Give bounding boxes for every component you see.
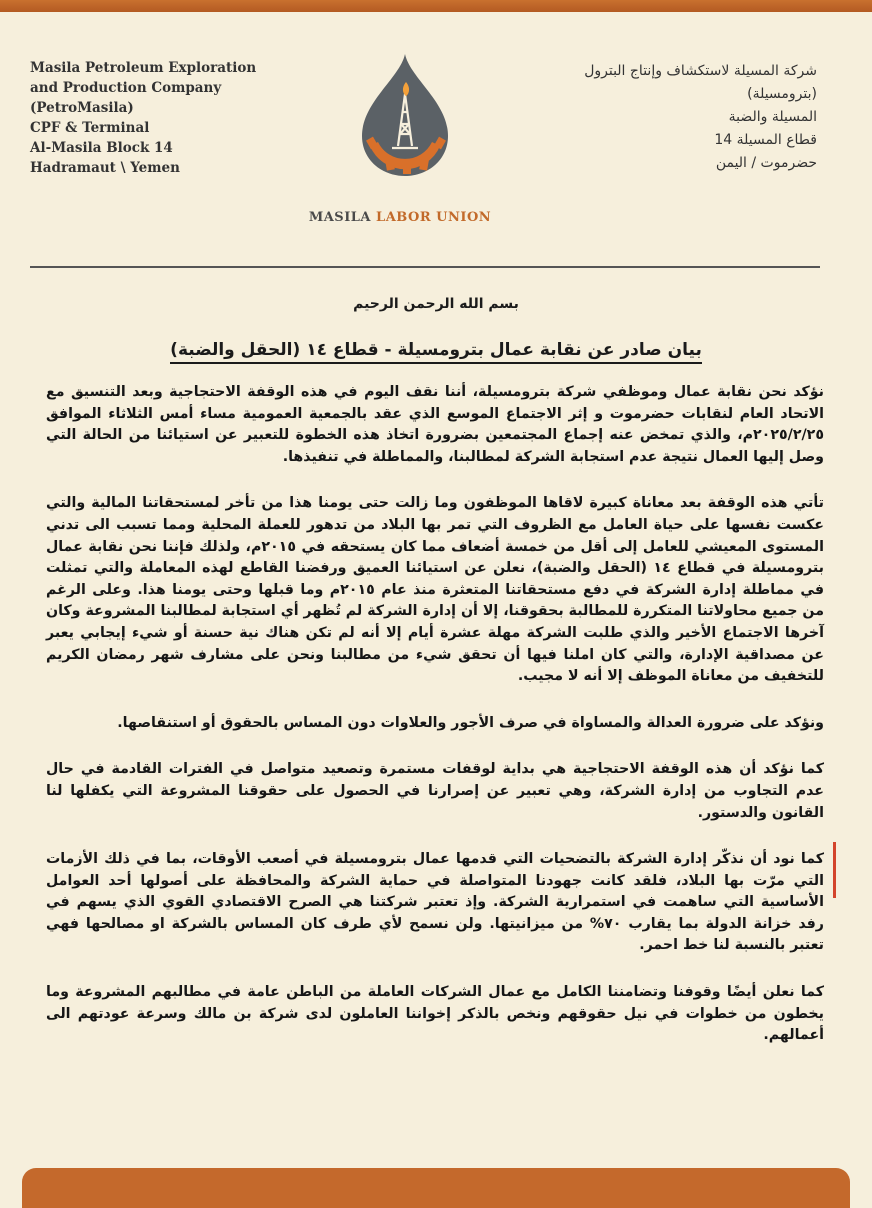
- header-en-line: (PetroMasila): [30, 100, 134, 116]
- bottom-color-band: [22, 1168, 850, 1208]
- statement-paragraph: نؤكد نحن نقابة عمال وموظفي شركة بترومسيلة، أننا نقف اليوم في هذه الوقفة الاحتجاجية وبعد التنسيق مع الاتحاد العام لنقابات حضرموت و إثر الاجتماع الموسع الذي عقد بالجمعية العمومية مساء أمس الثلاثاء الموافق ٢٠٢٥/٢/٢٥م، والذي تمخض عنه إجماع المجتمعين بضرورة اتخاذ هذه الخطوة للتعبير عن استيائنا من الحالة التي وصل إليها العمال نتيجة عدم استجابة الشركة لمطالبنا، والمماطلة في تنفيذها.: [46, 384, 824, 465]
- statement-paragraph: كما نؤكد أن هذه الوقفة الاحتجاجية هي بداية لوقفات مستمرة وتصعيد متواصل في الفترات القادمة في حال عدم التجاوب من إدارة الشركة، وهي تعبير عن إصرارنا في الحصول على حقوقنا المشروعة التي يكفلها لنا القانون والدستور.: [46, 761, 824, 821]
- header-divider: [30, 266, 820, 268]
- header-en-line: Masila Petroleum Exploration: [30, 60, 257, 76]
- header-en-line: Al-Masila Block 14: [30, 140, 173, 156]
- statement-paragraph: كما نعلن أيضًا وقوفنا وتضامننا الكامل مع عمال الشركات العاملة من الباطن عامة في مطالبهم المشروعة وما يخطون من خطوات في نيل حقوقهم ونخص بالذكر إخواننا العاملون لدى شركة بن مالك وسرعة عودتهم الى أعمالهم.: [46, 984, 824, 1044]
- statement-paragraph: تأتي هذه الوقفة بعد معاناة كبيرة لاقاها الموظفون وما زالت حتى يومنا هذا من تأخر لمستحقاتنا المالية والتي عكست نفسها على حياة العامل مع الظروف التي تمر بها البلاد من تدهور للعملة المحلية ومما تسبب الى تدني المستوى المعيشي للعامل إلى أقل من خمسة أضعاف مما كان يستحقه في ٢٠١٥م، ولذلك فإننا نحن نقابة عمال بترومسيلة في قطاع ١٤ (الحقل والضبة)، نعلن عن استيائنا العميق ورفضنا القاطع لهذه المعاملة والتي تمثلت في مماطلة إدارة الشركة في دفع مستحقاتنا المتعثرة منذ عام ٢٠١٥م وما قبلها وحتى يومنا هذا. وعلى الرغم من جميع محاولاتنا المتكررة للمطالبة بحقوقنا، إلا أن إدارة الشركة لم تُظهر أي استجابة لمطالبنا المشروعة وكان آخرها الاجتماع الأخير والذي طلبت الشركة مهلة عشرة أيام إلا أنه لم تكن هناك نية حسنة أو شيء إيجابي يعبر عن مصداقية الإدارة، والتي كان املنا فيها أن تحقق شيء من مطالبنا ونحن على مشارف شهر رمضان الكريم للتخفيف من معاناة الموظف إلا أنه لا مجيب.: [46, 495, 824, 685]
- union-name-part1: MASILA: [308, 210, 372, 225]
- header-en-line: and Production Company: [30, 80, 222, 96]
- header-ar-line: (بترومسيلة): [747, 86, 817, 102]
- header-en-line: Hadramaut \ Yemen: [30, 160, 180, 176]
- margin-mark: [833, 842, 836, 898]
- header-ar-line: حضرموت / اليمن: [715, 155, 817, 171]
- union-name: [300, 210, 500, 225]
- statement-body: [46, 382, 824, 1072]
- statement-paragraph: ونؤكد على ضرورة العدالة والمساواة في صرف الأجور والعلاوات دون المساس بالحقوق أو استنقاصها.: [117, 714, 824, 731]
- header-en-line: CPF & Terminal: [30, 120, 150, 136]
- basmala: بسم الله الرحمن الرحيم: [353, 296, 519, 312]
- oil-drop-derrick-gear-icon: [340, 50, 470, 180]
- header-ar-line: المسيلة والضبة: [728, 109, 817, 125]
- statement-title: [0, 340, 872, 360]
- statement-paragraph: كما نود أن نذكّر إدارة الشركة بالتضحيات التي قدمها عمال بترومسيلة في أصعب الأوقات، بما في ذلك الأزمات التي مرّت بها البلاد، فلقد كانت جهودنا المتواصلة في حماية الشركة والمحافظة على أصولها أحد العوامل الأساسية التي ساهمت في استمرارية الشركة. وإذ تعتبر شركتنا هي الصرح الاقتصادي القوي الذي يسهم في رفد خزانة الدولة بما يقارب ٧٠% من ميزانيتها. ولن نسمح لأي طرف كان المساس بالشركة او مصالحها فهي تعتبر بالنسبة لنا خط احمر.: [46, 851, 824, 954]
- company-header-english: [30, 58, 320, 178]
- union-name-part2: LABOR UNION: [376, 210, 492, 225]
- header-ar-line: شركة المسيلة لاستكشاف وإنتاج البترول: [584, 63, 817, 79]
- header-ar-line: قطاع المسيلة 14: [714, 132, 817, 148]
- statement-title-text: بيان صادر عن نقابة عمال بترومسيلة - قطاع ١٤ (الحقل والضبة): [170, 340, 702, 364]
- top-color-band: [0, 0, 872, 12]
- company-header-arabic: [547, 60, 817, 175]
